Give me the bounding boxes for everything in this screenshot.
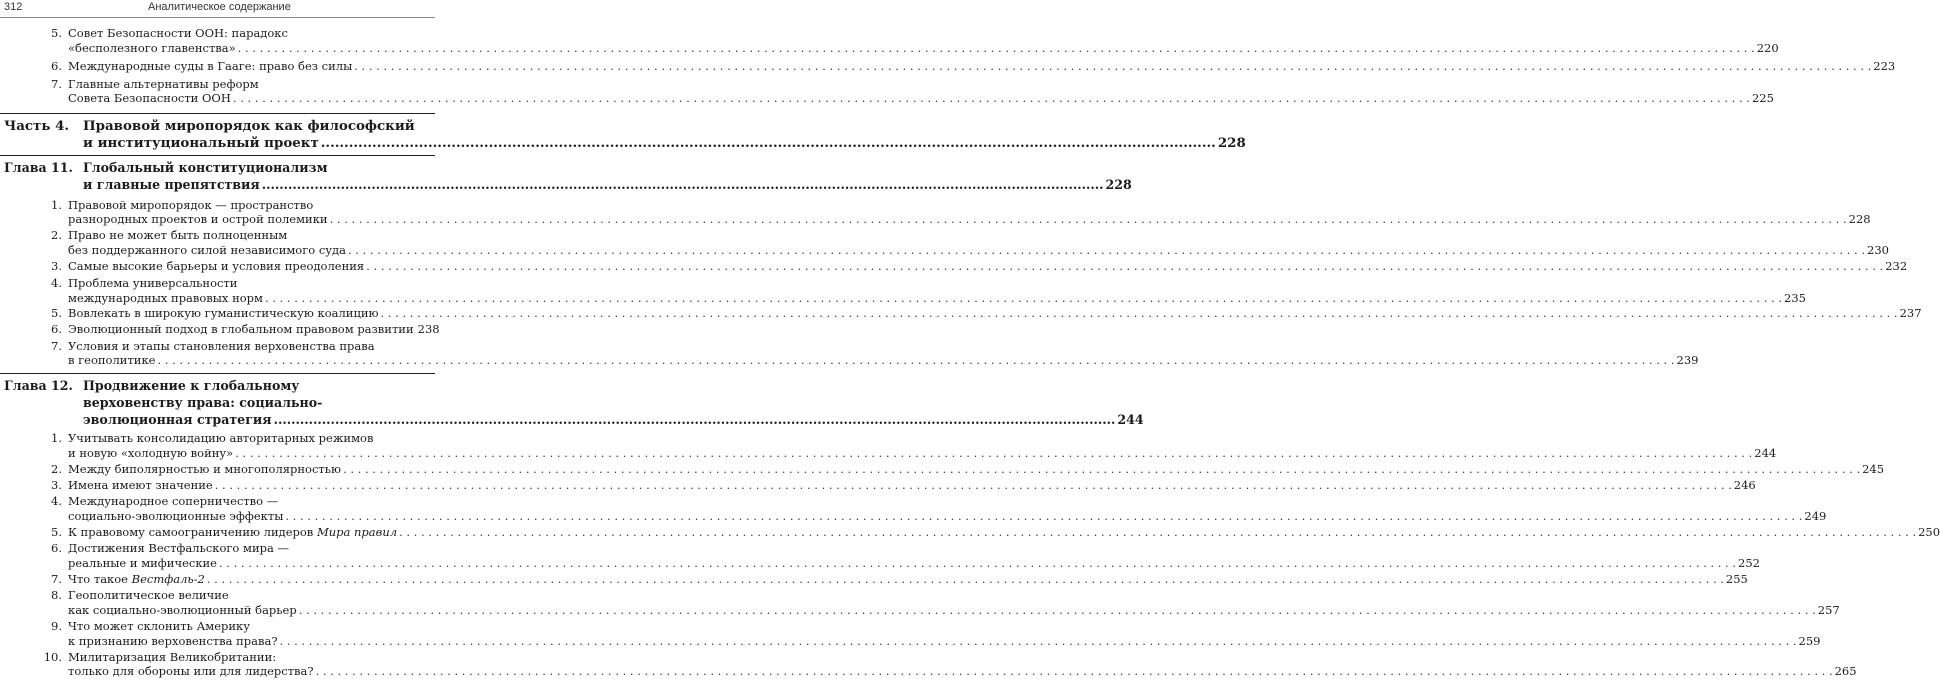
chapter-label: Глава 11. <box>4 160 73 176</box>
toc-entry: 7. Что такое Вестфаль-2 . . . 255 <box>68 572 432 587</box>
toc-entry: 4. Проблема универсальности международных правовых норм . . . 235 <box>68 276 432 305</box>
toc-entry: 6. Эволюционный подход в глобальном правовом развитии 238 <box>51 322 440 337</box>
running-header <box>0 0 435 18</box>
running-title: Аналитическое содержание <box>148 1 291 13</box>
toc-entry: 3. Самые высокие барьеры и условия преодоления . . . 232 <box>68 259 432 274</box>
toc-entry: 7. Условия и этапы становления верховенства права в геополитике . . . 239 <box>68 339 432 368</box>
toc-entry: 10. Милитаризация Великобритании: только для обороны или для лидерства? . . . 265 <box>68 650 432 679</box>
toc-entry: 5. К правовому самоограничению лидеров Мира правил . . . 250 <box>68 525 432 540</box>
toc-entry: 7. Главные альтернативы реформ Совета Безопасности ООН . . . 225 <box>68 77 432 106</box>
toc-entry: 6. Международные суды в Гааге: право без силы . . . 223 <box>68 59 432 74</box>
toc-entry: 2. Между биполярностью и многополярностью . . . 245 <box>68 462 432 477</box>
toc-entry: 2. Право не может быть полноценным без поддержанного силой независимого суда . . . 230 <box>68 228 432 257</box>
page-number: 312 <box>4 1 23 13</box>
section-divider <box>0 373 435 374</box>
toc-entry: 6. Достижения Вестфальского мира — реальные и мифические . . . 252 <box>68 541 432 570</box>
toc-entry: 5. Вовлекать в широкую гуманистическую коалицию . . . 237 <box>68 306 432 321</box>
section-divider <box>0 155 435 156</box>
toc-entry: 1. Правовой миропорядок — пространство разнородных проектов и острой полемики . . . 228 <box>68 198 432 227</box>
toc-entry: 9. Что может склонить Америку к признанию верховенства права? . . . 259 <box>68 619 432 648</box>
toc-entry: 4. Международное соперничество — социально-эволюционные эффекты . . . 249 <box>68 494 432 523</box>
toc-entry: 1. Учитывать консолидацию авторитарных режимов и новую «холодную войну» . . . 244 <box>68 431 432 460</box>
header-rule <box>0 17 435 18</box>
part-label: Часть 4. <box>4 118 70 135</box>
toc-entry: 5. Совет Безопасности ООН: парадокс «бесполезного главенства» . . . 220 <box>68 26 432 55</box>
toc-entry: 8. Геополитическое величие как социально-эволюционный барьер . . . 257 <box>68 588 432 617</box>
section-divider <box>0 113 435 114</box>
chapter-label: Глава 12. <box>4 378 73 394</box>
toc-entry: 3. Имена имеют значение . . . 246 <box>68 478 432 493</box>
